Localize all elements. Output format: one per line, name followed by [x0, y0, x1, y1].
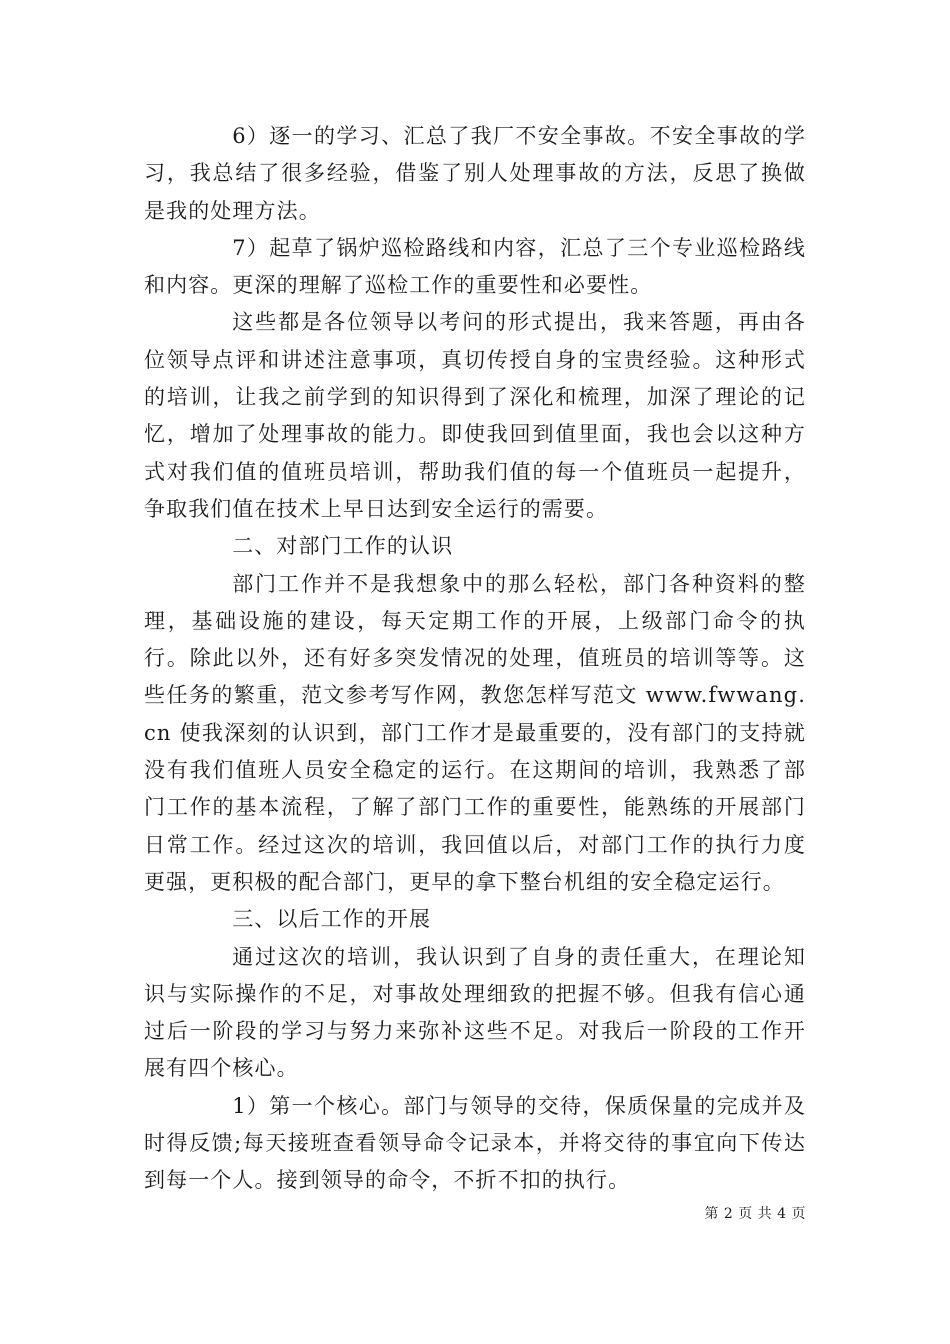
page-number-footer: 第 2 页 共 4 页 — [704, 1206, 806, 1222]
section-heading-3: 三、以后工作的开展 — [232, 907, 432, 932]
paragraph-core-1: 1）第一个核心。部门与领导的交待，保质保量的完成并及时得反馈;每天接班查看领导命令记录本，并将交待的事宜向下传达到每一个人。接到领导的命令，不折不扣的执行。 — [144, 1093, 806, 1193]
paragraph-future-work: 通过这次的培训，我认识到了自身的责任重大，在理论知识与实际操作的不足，对事故处理细致的把握不够。但我有信心通过后一阶段的学习与努力来弥补这些不足。对我后一阶段的工作开展有四个核心。 — [144, 944, 806, 1081]
paragraph-item-6: 6）逐一的学习、汇总了我厂不安全事故。不安全事故的学习，我总结了很多经验，借鉴了别人处理事故的方法，反思了换做是我的处理方法。 — [144, 124, 806, 223]
paragraph-item-7: 7）起草了锅炉巡检路线和内容，汇总了三个专业巡检路线和内容。更深的理解了巡检工作的重要性和必要性。 — [144, 235, 806, 298]
document-body — [144, 118, 806, 1200]
paragraph-department: 部门工作并不是我想象中的那么轻松，部门各种资料的整理，基础设施的建设，每天定期工作的开展，上级部门命令的执行。除此以外，还有好多突发情况的处理，值班员的培训等等。这些任务的繁重，范文参考写作网，教您怎样写范文 www.fwwang.cn 使我深刻的认识到，部门工作才是最重要的，没有部门的支持就没有我们值班人员安全稳定的运行。在这期间的培训，我熟悉了部门工作的基本流程，了解了部门工作的重要性，能熟练的开展部门日常工作。经过这次的培训，我回值以后，对部门工作的执行力度更强，更积极的配合部门，更早的拿下整台机组的安全稳定运行。 — [144, 571, 806, 894]
section-heading-2: 二、对部门工作的认识 — [232, 534, 454, 559]
paragraph-summary: 这些都是各位领导以考问的形式提出，我来答题，再由各位领导点评和讲述注意事项，真切传授自身的宝贵经验。这种形式的培训，让我之前学到的知识得到了深化和梳理，加深了理论的记忆，增加了处理事故的能力。即使我回到值里面，我也会以这种方式对我们值的值班员培训，帮助我们值的每一个值班员一起提升，争取我们值在技术上早日达到安全运行的需要。 — [144, 310, 806, 521]
